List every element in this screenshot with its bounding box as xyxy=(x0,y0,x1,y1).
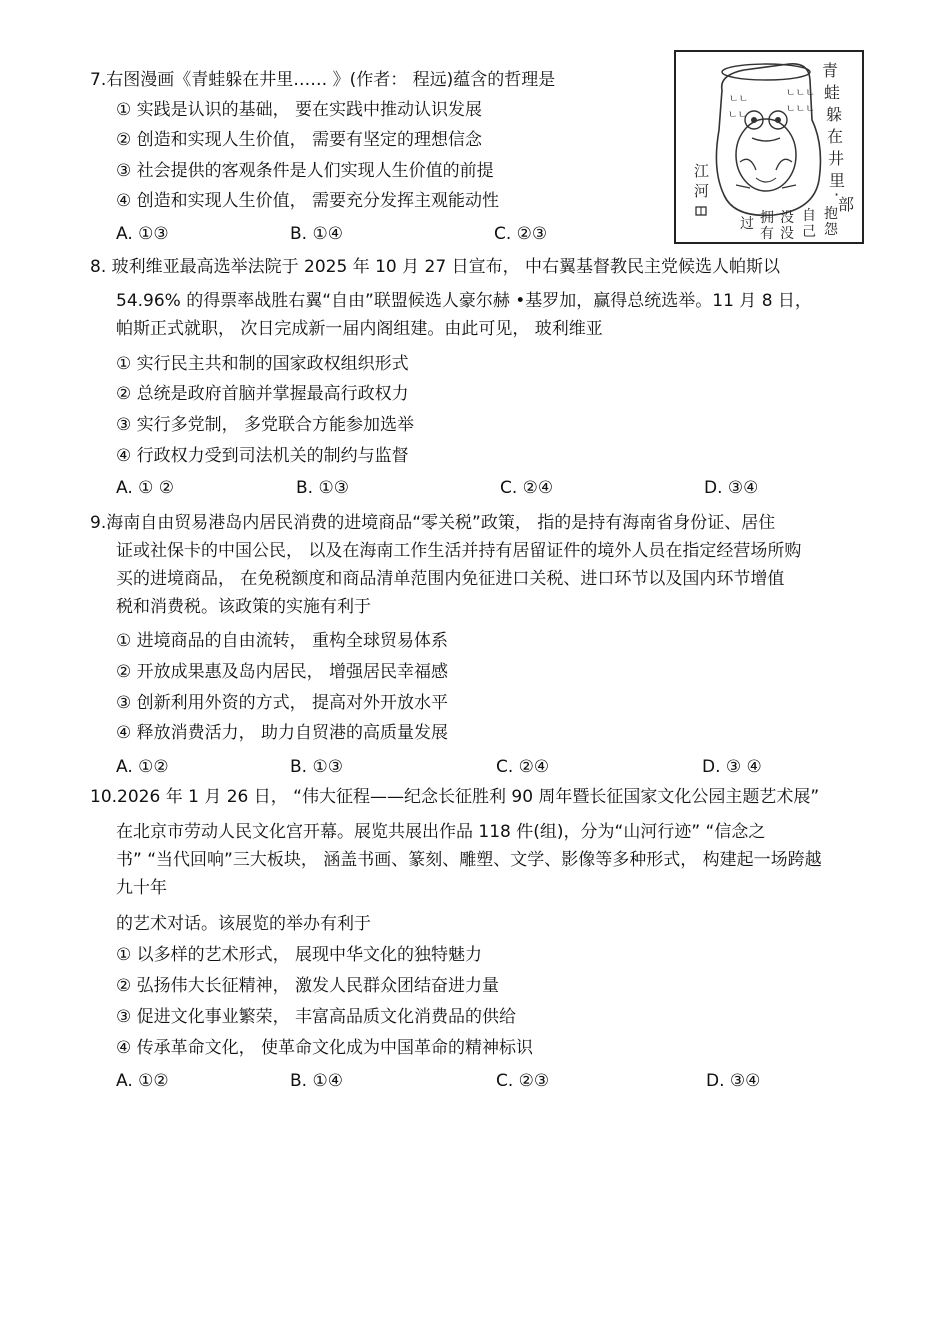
q7-stem: 7.右图漫画《青蛙躲在井里…… 》(作者： 程远)蕴含的哲理是 xyxy=(90,70,556,90)
cartoon-caption-char: 怨 xyxy=(824,222,838,238)
q8-item-3: ③ 实行多党制， 多党联合方能参加选举 xyxy=(116,415,415,435)
q8-item-1: ① 实行民主共和制的国家政权组织形式 xyxy=(116,354,409,374)
q10-item-2: ② 弘扬伟大长征精神， 激发人民群众团结奋进力量 xyxy=(116,976,500,996)
q10-option-c: C. ②③ xyxy=(496,1071,550,1091)
q8-option-a: A. ① ② xyxy=(116,478,175,498)
q7-option-a: A. ①③ xyxy=(116,224,169,244)
q9-stem-line-2: 证或社保卡的中国公民， 以及在海南工作生活并持有居留证件的境外人员在指定经营场所购 xyxy=(116,541,802,561)
cartoon-caption-char: 过 xyxy=(740,216,754,232)
cartoon-title-char: 井 xyxy=(828,149,845,168)
cartoon-caption-char: 没 xyxy=(780,226,794,242)
cartoon-caption-char: 己 xyxy=(802,224,816,240)
q10-option-a: A. ①② xyxy=(116,1071,169,1091)
q8-option-d: D. ③④ xyxy=(704,478,759,498)
q10-stem-line-2: 在北京市劳动人民文化宫开幕。展览共展出作品 118 件(组)，分为“山河行迹” “信念之 xyxy=(116,822,766,842)
cartoon-title-char: 部 xyxy=(838,195,855,214)
q9-stem-line-4: 税和消费税。该政策的实施有利于 xyxy=(116,597,371,617)
q9-item-3: ③ 创新利用外资的方式， 提高对外开放水平 xyxy=(116,693,449,713)
q8-option-c: C. ②④ xyxy=(500,478,554,498)
q8-item-2: ② 总统是政府首脑并掌握最高行政权力 xyxy=(116,384,409,404)
q7-option-c: C. ②③ xyxy=(494,224,548,244)
cartoon-caption-char: 自 xyxy=(802,208,816,224)
jar-mark: ㄴㄴㄴ xyxy=(786,88,815,99)
cartoon-signature-char: 江 xyxy=(694,162,710,180)
q10-stem-line-3: 书” “当代回响”三大板块， 涵盖书画、篆刻、雕塑、文学、影像等多种形式， 构建起一场跨越 xyxy=(116,850,822,870)
q7-item-1: ① 实践是认识的基础， 要在实践中推动认识发展 xyxy=(116,100,483,120)
q8-stem-line-3: 帕斯正式就职， 次日完成新一届内阁组建。由此可见， 玻利维亚 xyxy=(116,319,603,339)
cartoon-caption-char: 没 xyxy=(780,210,794,226)
q8-stem-line-1: 8. 玻利维亚最高选举法院于 2025 年 10 月 27 日宣布， 中右翼基督教民主党候选人帕斯以 xyxy=(90,257,780,277)
jar-mark: ㄴㄴ xyxy=(729,94,749,105)
q10-stem-line-5: 的艺术对话。该展览的举办有利于 xyxy=(116,914,371,934)
q10-item-3: ③ 促进文化事业繁荣， 丰富高品质文化消费品的供给 xyxy=(116,1007,517,1027)
q10-item-1: ① 以多样的艺术形式， 展现中华文化的独特魅力 xyxy=(116,945,483,965)
cartoon-caption-char: 有 xyxy=(760,226,774,242)
q10-option-d: D. ③④ xyxy=(706,1071,761,1091)
q8-item-4: ④ 行政权力受到司法机关的制约与监督 xyxy=(116,446,409,466)
q9-option-c: C. ②④ xyxy=(496,757,550,777)
q9-item-2: ② 开放成果惠及岛内居民， 增强居民幸福感 xyxy=(116,662,449,682)
cartoon-title-char: 在 xyxy=(827,127,844,146)
q7-item-3: ③ 社会提供的客观条件是人们实现人生价值的前提 xyxy=(116,161,494,181)
q9-option-a: A. ①② xyxy=(116,757,169,777)
frog-cartoon-image xyxy=(674,50,864,244)
q7-item-2: ② 创造和实现人生价值， 需要有坚定的理想信念 xyxy=(116,130,483,150)
q9-stem-line-3: 买的进境商品， 在免税额度和商品清单范围内免征进口关税、进口环节以及国内环节增值 xyxy=(116,569,785,589)
q8-stem-line-2: 54.96% 的得票率战胜右翼“自由”联盟候选人豪尔赫 •基罗加，赢得总统选举。11 月 8 日， xyxy=(116,291,812,311)
q9-item-4: ④ 释放消费活力， 助力自贸港的高质量发展 xyxy=(116,723,449,743)
q9-option-b: B. ①③ xyxy=(290,757,343,777)
q9-stem-line-1: 9.海南自由贸易港岛内居民消费的进境商品“零关税”政策， 指的是持有海南省身份证、居住 xyxy=(90,513,776,533)
q10-option-b: B. ①④ xyxy=(290,1071,343,1091)
cartoon-caption-char: 拥 xyxy=(760,210,774,226)
q10-stem-line-4: 九十年 xyxy=(116,878,167,898)
cartoon-signature-char: 河 xyxy=(694,182,710,200)
cartoon-title-char: 里 xyxy=(829,171,846,190)
cartoon-title-char: 蛙 xyxy=(824,83,841,102)
cartoon-title-char: 躲 xyxy=(826,105,843,124)
q9-item-1: ① 进境商品的自由流转， 重构全球贸易体系 xyxy=(116,631,449,651)
q8-option-b: B. ①③ xyxy=(296,478,349,498)
cartoon-title-char: · xyxy=(834,185,840,204)
q10-item-4: ④ 传承革命文化， 使革命文化成为中国革命的精神标识 xyxy=(116,1038,534,1058)
q7-item-4: ④ 创造和实现人生价值， 需要充分发挥主观能动性 xyxy=(116,191,500,211)
jar-mark: ㄴㄴ xyxy=(728,110,748,121)
q7-option-b: B. ①④ xyxy=(290,224,343,244)
q10-stem-line-1: 10.2026 年 1 月 26 日， “伟大征程——纪念长征胜利 90 周年暨长征国家文化公园主题艺术展” xyxy=(90,787,820,807)
cartoon-title-char: 青 xyxy=(822,61,839,80)
jar-mark: ㄴㄴㄴ xyxy=(786,104,815,115)
q9-option-d: D. ③ ④ xyxy=(702,757,762,777)
cartoon-caption-char: 抱 xyxy=(824,206,838,222)
